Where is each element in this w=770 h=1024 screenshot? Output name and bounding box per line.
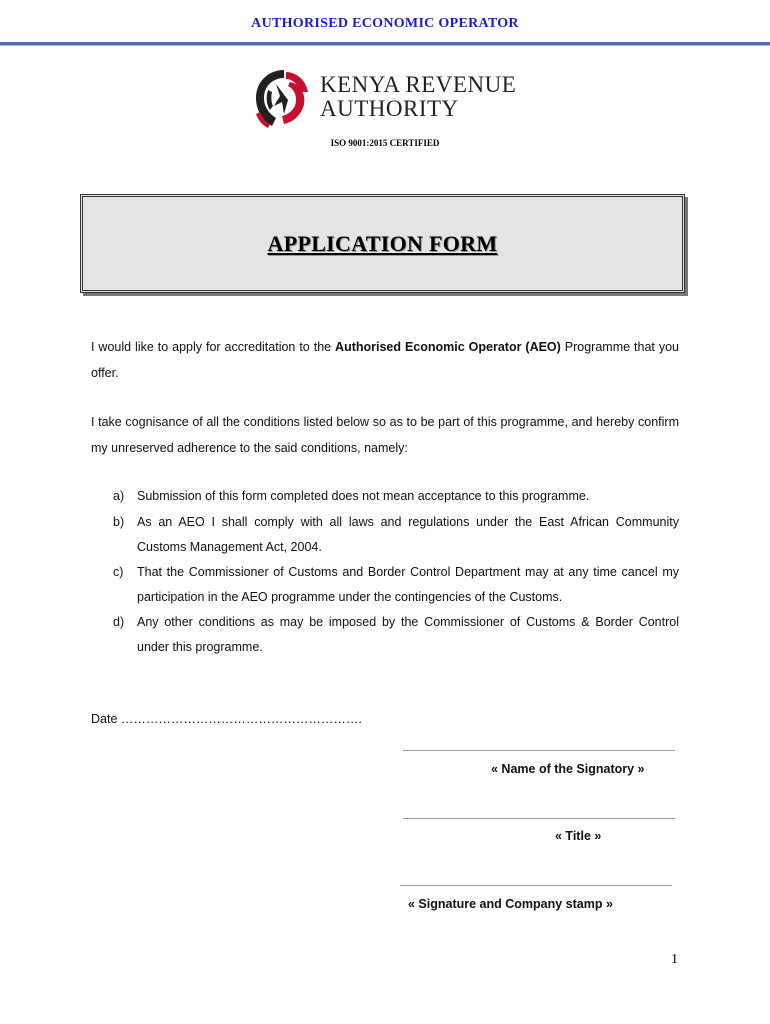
list-item-text: As an AEO I shall comply with all laws and regulations under the East African Community Customs Management Act, 2004. <box>137 515 679 554</box>
signatory-name-label: « Name of the Signatory » <box>491 762 645 776</box>
logo-text-line-2: AUTHORITY <box>320 96 459 121</box>
intro-text-before: I would like to apply for accreditation to the <box>91 340 336 354</box>
date-field: Date …………………………………………………. <box>91 712 362 726</box>
list-marker: c) <box>113 565 124 579</box>
page-number: 1 <box>671 952 678 967</box>
page-title: APPLICATION FORM <box>267 231 498 256</box>
signatory-name-line <box>403 750 675 751</box>
title-label: « Title » <box>555 829 602 843</box>
signature-stamp-label: « Signature and Company stamp » <box>408 897 613 911</box>
logo-text-line-1: KENYA REVENUE <box>320 72 517 97</box>
iso-certification: ISO 9001:2015 CERTIFIED <box>330 138 440 148</box>
lion-head-icon <box>246 66 316 130</box>
title-line <box>403 818 675 819</box>
kra-logo <box>246 66 546 130</box>
intro-paragraph <box>91 334 679 386</box>
signature-stamp-line <box>400 885 672 886</box>
list-marker: b) <box>113 515 125 529</box>
list-marker: a) <box>113 489 125 503</box>
list-marker: d) <box>113 615 125 629</box>
list-item-text: Any other conditions as may be imposed by the Commissioner of Customs & Border Control under this programme. <box>137 615 679 654</box>
intro-text-bold: Authorised Economic Operator (AEO) <box>335 340 561 354</box>
header-divider <box>0 42 770 46</box>
intro-text-after: Programme that you offer. <box>91 340 679 380</box>
list-item-text: That the Commissioner of Customs and Border Control Department may at any time cancel my participation in the AEO programme under the contingencies of the Customs. <box>137 565 679 604</box>
list-item-text: Submission of this form completed does not mean acceptance to this programme. <box>137 489 590 503</box>
title-box <box>80 194 685 293</box>
cognisance-paragraph: I take cognisance of all the conditions listed below so as to be part of this programme, and hereby confirm my unreserved adherence to the said conditions, namely: <box>91 415 679 455</box>
document-header-title: AUTHORISED ECONOMIC OPERATOR <box>251 16 519 31</box>
